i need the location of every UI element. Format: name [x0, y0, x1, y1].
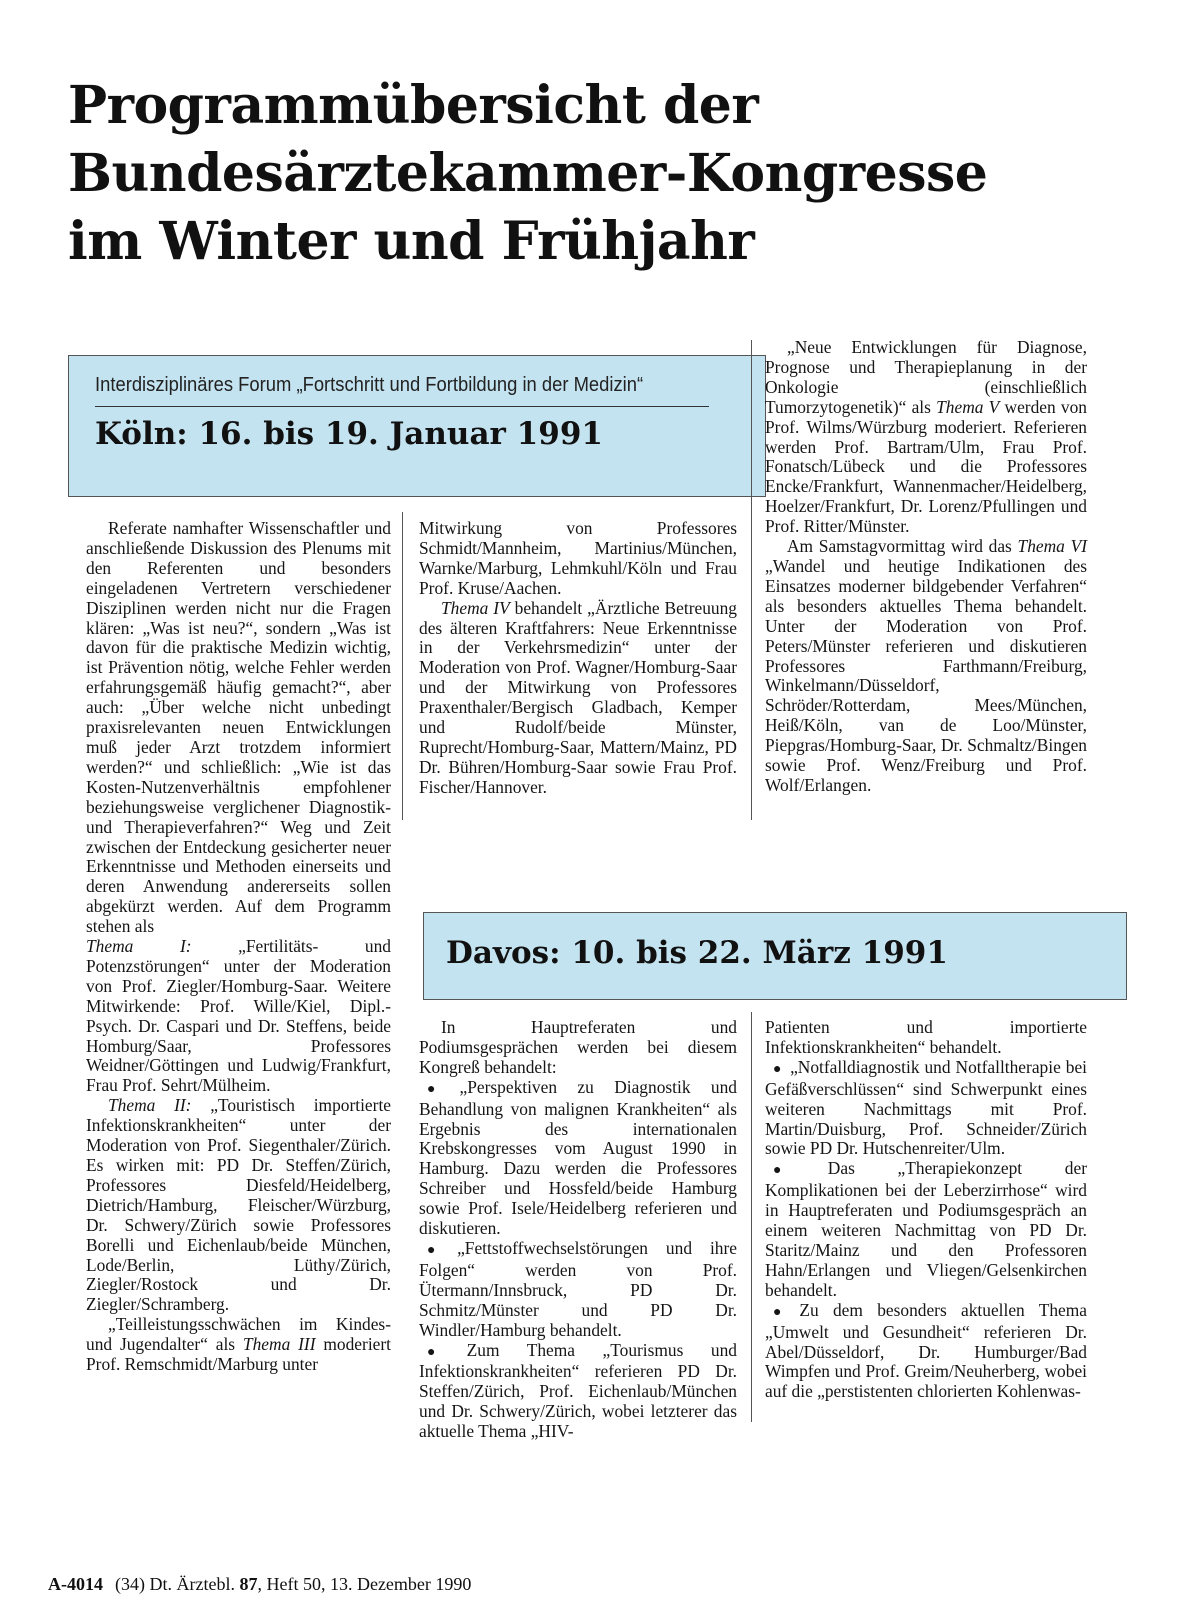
koeln-col1-intro: Referate namhafter Wissenschaftler und anschließende Diskussion des Plenums mit den Referenten und besonders eingeladenen Vertretern verschiedener Disziplinen werden nicht nur die Fragen klären: „Was ist neu?“, sondern „Was ist davon für die praktische Medizin wichtig, ist Prävention nötig, welche Fehler werden erfahrungsgemäß häufig gemacht?“, aber auch: „Über welche nicht unbedingt praxisrelevanten neuen Entwicklungen muß jeder Arzt trotzdem informiert werden?“ und schließlich: „Wie ist das Kosten-Nutzenverhältnis empfohlener beziehungsweise verglichener Diagnostik- und Therapieverfahren?“ Weg und Zeit zwischen der Entdeckung gesicherter neuer Erkenntnisse und Methoden einerseits und deren Anwendung andererseits sollen abgekürzt werden. Auf dem Programm stehen als	[86, 518, 391, 937]
koeln-heading-box	[68, 355, 766, 497]
davos-heading-box	[423, 912, 1127, 1000]
koeln-column-2	[419, 519, 737, 798]
davos-item-cirrhosis: ● Das „Therapiekonzept der Komplikationen bei der Leberzirrhose“ wird in Hauptreferaten und Podiumsgespräch an einem weiteren Nachmittag von PD Dr. Staritz/Mainz und den Professoren Hahn/Erlangen und Vliegen/Gelsenkirchen behandelt.	[765, 1159, 1087, 1300]
koeln-col1-thema-2: Thema II: „Touristisch importierte Infektionskrankheiten“ unter der Moderation von Prof. Siegenthaler/Zürich. Es wirken mit: PD Dr. Steffen/Zürich, Professores Diesfeld/Heidelberg, Dietrich/Hamburg, Fleischer/Würzburg, Dr. Schwery/Zürich sowie Professores Borelli und Eichenlaub/beide München, Lode/Berlin, Lüthy/Zürich, Ziegler/Rostock und Dr. Ziegler/Schramberg.	[86, 1095, 391, 1315]
davos-item-emergency: ● „Notfalldiagnostik und Notfalltherapie bei Gefäßverschlüssen“ sind Schwerpunkt eines weiteren Nachmittags mit Prof. Martin/Duisburg, Prof. Schneider/Zürich sowie PD Dr. Hutschenreiter/Ulm.	[765, 1058, 1087, 1160]
thema-2-label: Thema II:	[108, 1095, 192, 1116]
column-rule-3	[751, 1012, 752, 1422]
koeln-column-3	[765, 338, 1087, 796]
koeln-col1-thema-1: Thema I: „Fertilitäts- und Potenzstörungen“ unter der Moderation von Prof. Ziegler/Homburg-Saar. Weitere Mitwirkende: Prof. Wille/Kiel, Dipl.-Psych. Dr. Caspari und Dr. Steffens, beide Homburg/Saar, Professores Weidner/Göttingen und Ludwig/Frankfurt, Frau Prof. Sehrt/Mülheim.	[86, 936, 391, 1096]
column-rule-2	[751, 340, 752, 820]
koeln-heading: Köln: 16. bis 19. Januar 1991	[95, 416, 603, 452]
davos-item-lipid: ● „Fettstoffwechselstörungen und ihre Folgen“ werden von Prof. Ütermann/Innsbruck, PD Dr. Schmitz/Münster und PD Dr. Windler/Hamburg behandelt.	[419, 1239, 737, 1341]
koeln-col3-thema-6: Am Samstagvormittag wird das Thema VI „Wandel und heutige Indikationen des Einsatzes moderner bildgebender Verfahren“ als besonders aktuelles Thema behandelt. Unter der Moderation von Prof. Peters/Münster referieren und diskutieren Professores Farthmann/Freiburg, Winkelmann/Düsseldorf, Schröder/Rotterdam, Mees/München, Heiß/Köln, van de Loo/Münster, Piepgras/Homburg-Saar, Dr. Schmaltz/Bingen sowie Prof. Wenz/Freiburg und Prof. Wolf/Erlangen.	[765, 536, 1087, 795]
davos-item-environment: ● Zu dem besonders aktuellen Thema „Umwelt und Gesundheit“ referieren Dr. Abel/Düsseldorf, Dr. Humburger/Bad Wimpfen und Prof. Greim/Neuherberg, wobei auf die „perstistenten chlorierten Kohlenwas-	[765, 1301, 1087, 1403]
davos-column-3	[765, 1018, 1087, 1402]
title-line-1: Programmübersicht der	[68, 75, 759, 136]
column-rule-1	[402, 512, 403, 820]
thema-3-label: Thema III	[242, 1334, 316, 1355]
title-line-3: im Winter und Frühjahr	[68, 211, 755, 272]
koeln-column-1	[86, 519, 391, 1375]
davos-item-tourism: ● Zum Thema „Tourismus und Infektionskrankheiten“ referieren PD Dr. Steffen/Zürich, Prof. Eichenlaub/München und Dr. Schwery/Zürich, wobei letzterer das aktuelle Thema „HIV-	[419, 1341, 737, 1443]
koeln-col2-thema-4: Thema IV behandelt „Ärztliche Betreuung des älteren Kraftfahrers: Neue Erkenntnisse in der Verkehrsmedizin“ unter der Moderation von Prof. Wagner/Homburg-Saar und der Mitwirkung von Professores Praxenthaler/Bergisch Gladbach, Kemper und Rudolf/beide Münster, Ruprecht/Homburg-Saar, Mattern/Mainz, PD Dr. Bühren/Homburg-Saar sowie Frau Prof. Fischer/Hannover.	[419, 597, 737, 797]
thema-1-label: Thema I:	[86, 936, 192, 957]
koeln-col2-continuation: Mitwirkung von Professores Schmidt/Mannheim, Martinius/München, Warnke/Marburg, Lehmkuhl/Köln und Frau Prof. Kruse/Aachen.	[419, 518, 737, 598]
thema-6-label: Thema VI	[1017, 536, 1087, 557]
forum-subtitle: Interdisziplinäres Forum „Fortschritt und Fortbildung in der Medizin“	[95, 374, 644, 396]
koeln-col3-thema-5: „Neue Entwicklungen für Diagnose, Prognose und Therapieplanung in der Onkologie (einschließlich Tumorzytogenetik)“ als Thema V werden von Prof. Wilms/Würzburg moderiert. Referieren werden Prof. Bartram/Ulm, Frau Prof. Fonatsch/Lübeck und die Professores Encke/Frankfurt, Wannenmacher/Heidelberg, Hoelzer/Frankfurt, Dr. Lorenz/Pfullingen und Prof. Ritter/Münster.	[765, 337, 1087, 537]
citation-suffix: , Heft 50, 13. Dezember 1990	[257, 1574, 472, 1594]
forum-underline	[95, 406, 709, 407]
davos-col3-continuation: Patienten und importierte Infektionskrankheiten“ behandelt.	[765, 1017, 1087, 1057]
thema-5-label: Thema V	[936, 396, 1000, 417]
davos-intro: In Hauptreferaten und Podiumsgesprächen werden bei diesem Kongreß behandelt:	[419, 1017, 737, 1077]
title-line-2: Bundesärztekammer-Kongresse	[68, 143, 988, 204]
koeln-col1-thema-3: „Teilleistungsschwächen im Kindes- und Jugendalter“ als Thema III moderiert Prof. Remschmidt/Marburg unter	[86, 1314, 391, 1375]
thema-4-label: Thema IV	[441, 597, 510, 618]
page-number: A-4014	[48, 1574, 103, 1594]
davos-item-malignant: ● „Perspektiven zu Diagnostik und Behandlung von malignen Krankheiten“ als Ergebnis des internationalen Krebskongresses vom August 1990 in Hamburg. Dazu werden die Professores Schreiber und Hossfeld/beide Hamburg sowie Prof. Isele/Heidelberg referieren und diskutieren.	[419, 1078, 737, 1239]
davos-column-2	[419, 1018, 737, 1442]
page-footer	[48, 1574, 471, 1595]
volume-number: 87	[239, 1574, 258, 1594]
article-title	[68, 72, 1128, 276]
davos-heading: Davos: 10. bis 22. März 1991	[446, 935, 948, 971]
citation-prefix: (34) Dt. Ärztebl.	[115, 1574, 240, 1594]
